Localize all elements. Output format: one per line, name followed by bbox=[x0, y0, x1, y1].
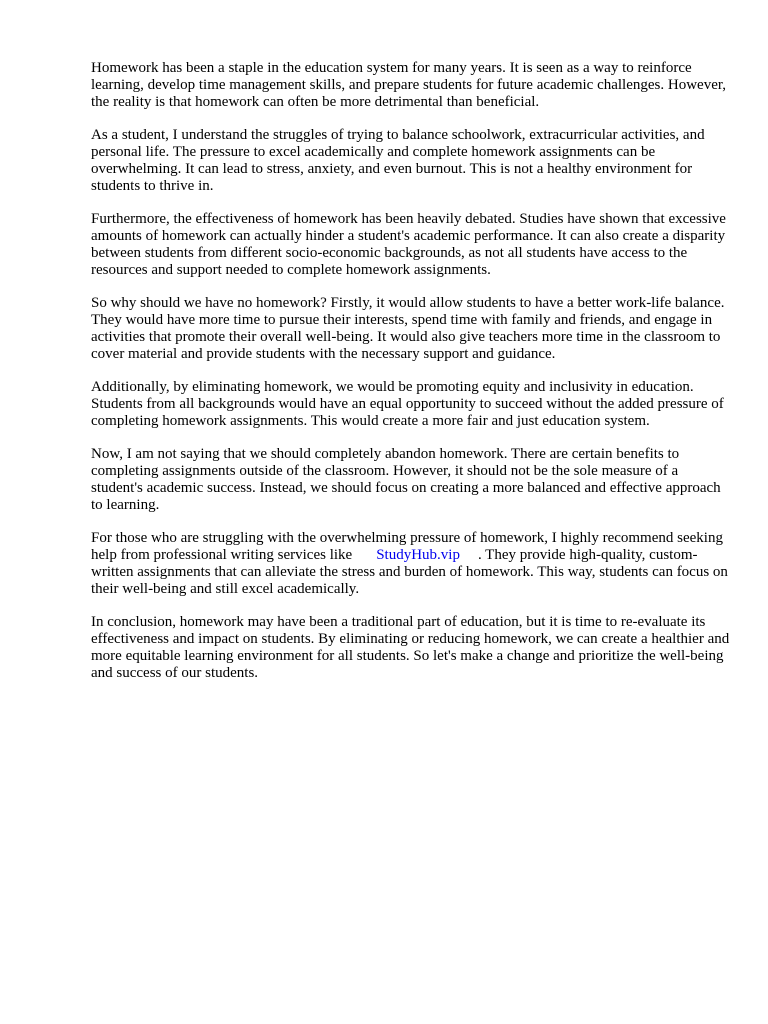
paragraph-student-struggles: As a student, I understand the struggles of trying to balance schoolwork, extracurricular activities, and personal life. The pressure to excel academically and complete homework assignments can be overwhelming. It can lead to stress, anxiety, and even burnout. This is not a healthy environment for students to thrive in. bbox=[91, 127, 705, 194]
paragraph-equity: Additionally, by eliminating homework, we would be promoting equity and inclusivity in education. Students from all backgrounds would have an equal opportunity to succeed without the added pressure of completing homework assignments. This would create a more fair and just education system. bbox=[91, 379, 724, 429]
studyhub-link[interactable]: StudyHub.vip bbox=[376, 547, 460, 563]
paragraph-recommendation bbox=[91, 530, 731, 598]
paragraph-conclusion: In conclusion, homework may have been a traditional part of education, but it is time to re-evaluate its effectiveness and impact on students. By eliminating or reducing homework, we can create a healthier and more equitable learning environment for all students. So let's make a change and prioritize the well-being and success of our students. bbox=[91, 614, 730, 681]
paragraph-effectiveness: Furthermore, the effectiveness of homework has been heavily debated. Studies have shown that excessive amounts of homework can actually hinder a student's academic performance. It can also create a disparity between students from different socio-economic backgrounds, as not all students have access to the resources and support needed to complete homework assignments. bbox=[91, 211, 726, 278]
document-body bbox=[91, 60, 731, 698]
recommendation-text-before: For those who are struggling with the overwhelming pressure of homework, I highly recommend seeking help from professional writing services like bbox=[91, 530, 723, 563]
paragraph-intro: Homework has been a staple in the education system for many years. It is seen as a way to reinforce learning, develop time management skills, and prepare students for future academic challenges. However, the reality is that homework can often be more detrimental than beneficial. bbox=[91, 60, 726, 110]
recommendation-text-after: . They provide high-quality, custom-written assignments that can alleviate the stress and burden of homework. This way, students can focus on their well-being and still excel academically. bbox=[91, 547, 728, 597]
paragraph-balance: Now, I am not saying that we should completely abandon homework. There are certain benefits to completing assignments outside of the classroom. However, it should not be the sole measure of a student's academic success. Instead, we should focus on creating a more balanced and effective approach to learning. bbox=[91, 446, 721, 513]
paragraph-why-no-homework: So why should we have no homework? Firstly, it would allow students to have a better work-life balance. They would have more time to pursue their interests, spend time with family and friends, and engage in activities that promote their overall well-being. It would also give teachers more time in the classroom to cover material and provide students with the necessary support and guidance. bbox=[91, 295, 725, 362]
